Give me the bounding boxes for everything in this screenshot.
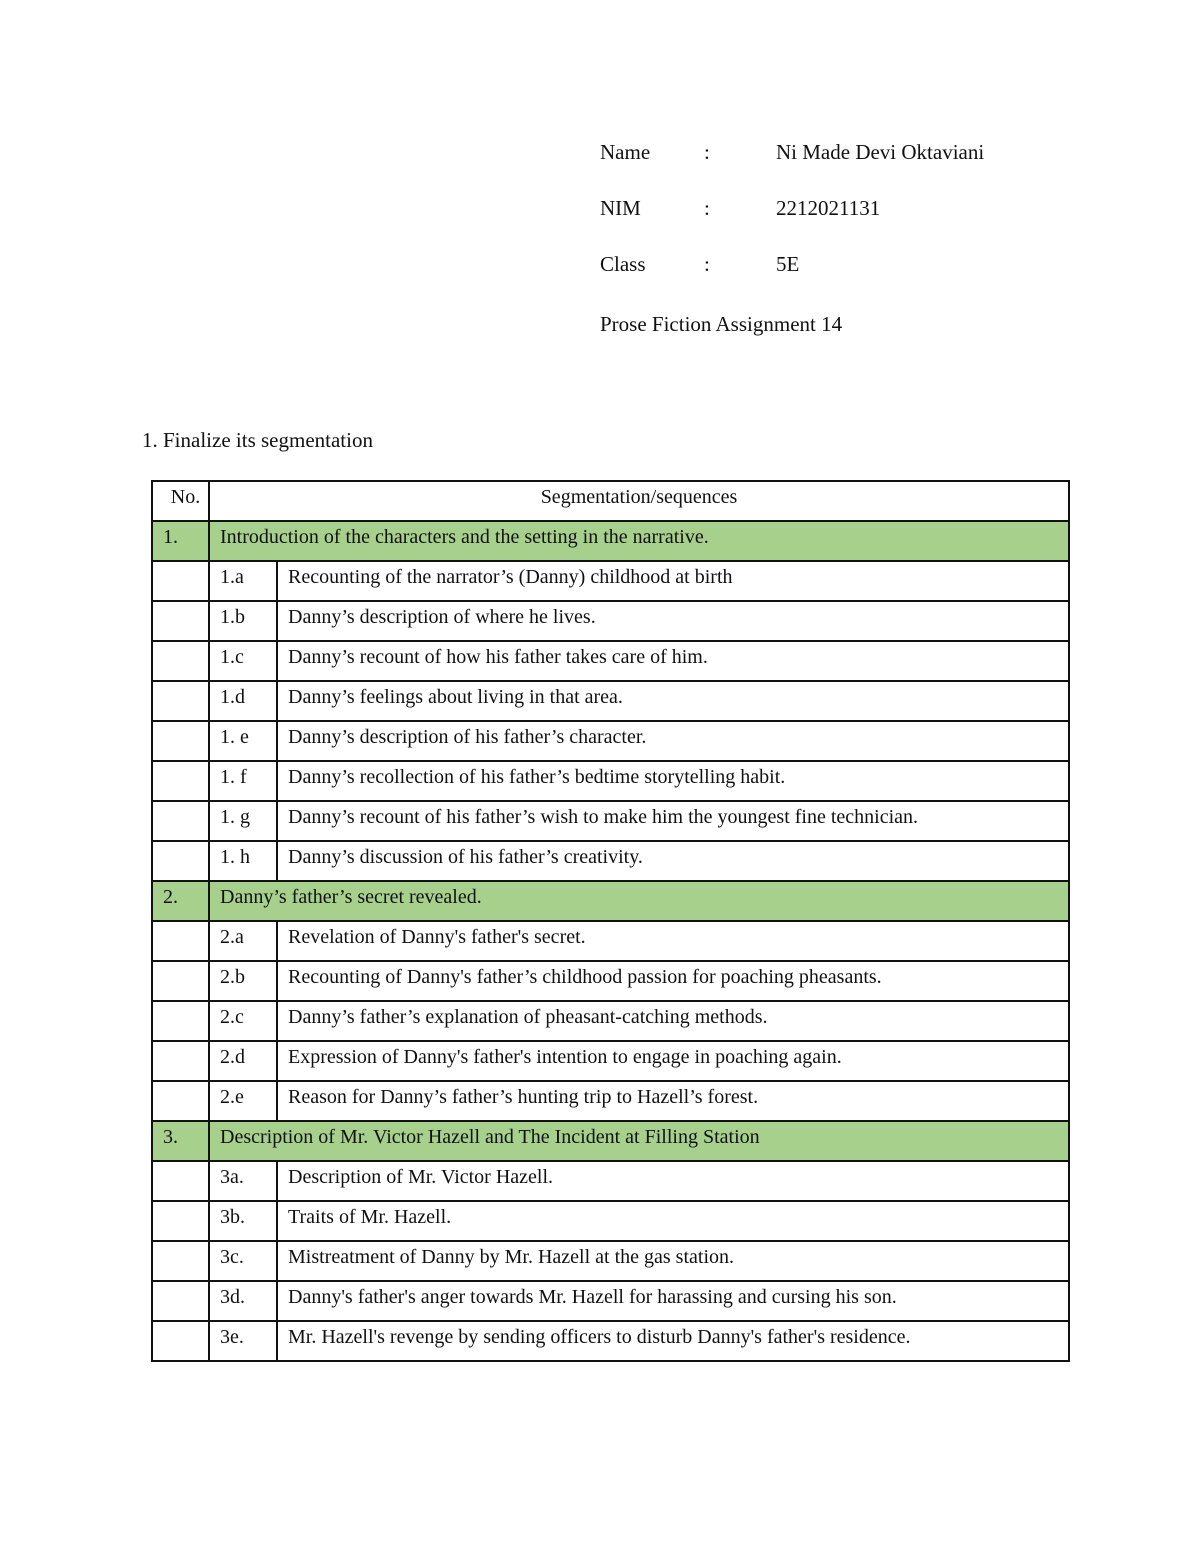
nim-colon: :	[704, 196, 710, 220]
class-colon: :	[704, 252, 710, 276]
empty-no-cell	[152, 641, 209, 681]
table-row	[152, 601, 1069, 641]
item-text: Description of Mr. Victor Hazell.	[277, 1161, 1069, 1201]
empty-no-cell	[152, 1201, 209, 1241]
section-heading: 1. Finalize its segmentation	[142, 428, 373, 452]
item-id: 3e.	[209, 1321, 277, 1361]
table-row	[152, 921, 1069, 961]
name-label: Name	[600, 140, 651, 164]
name-colon: :	[704, 140, 710, 164]
item-id: 3d.	[209, 1281, 277, 1321]
item-id: 2.a	[209, 921, 277, 961]
table-row	[152, 1081, 1069, 1121]
empty-no-cell	[152, 721, 209, 761]
item-text: Danny’s discussion of his father’s creativity.	[277, 841, 1069, 881]
empty-no-cell	[152, 921, 209, 961]
class-label: Class	[600, 252, 646, 276]
item-id: 3b.	[209, 1201, 277, 1241]
table-header-row	[152, 481, 1069, 521]
item-id: 1. e	[209, 721, 277, 761]
item-text: Danny’s description of his father’s character.	[277, 721, 1069, 761]
item-text: Danny's father's anger towards Mr. Hazell for harassing and cursing his son.	[277, 1281, 1069, 1321]
item-id: 3c.	[209, 1241, 277, 1281]
empty-no-cell	[152, 961, 209, 1001]
segmentation-table	[151, 480, 1070, 1362]
group-row	[152, 521, 1069, 561]
group-row	[152, 1121, 1069, 1161]
item-id: 1.b	[209, 601, 277, 641]
item-text: Mr. Hazell's revenge by sending officers to disturb Danny's father's residence.	[277, 1321, 1069, 1361]
group-row	[152, 881, 1069, 921]
item-text: Danny’s recollection of his father’s bedtime storytelling habit.	[277, 761, 1069, 801]
item-id: 2.c	[209, 1001, 277, 1041]
table-row	[152, 1321, 1069, 1361]
table-row	[152, 1241, 1069, 1281]
segmentation-table-body	[152, 481, 1069, 1361]
table-row	[152, 1041, 1069, 1081]
table-row	[152, 1281, 1069, 1321]
empty-no-cell	[152, 1041, 209, 1081]
item-text: Danny’s father’s explanation of pheasant-catching methods.	[277, 1001, 1069, 1041]
name-value: Ni Made Devi Oktaviani	[776, 140, 985, 164]
group-title: Danny’s father’s secret revealed.	[209, 881, 1069, 921]
table-row	[152, 561, 1069, 601]
item-text: Revelation of Danny's father's secret.	[277, 921, 1069, 961]
item-text: Danny’s feelings about living in that area.	[277, 681, 1069, 721]
item-text: Reason for Danny’s father’s hunting trip to Hazell’s forest.	[277, 1081, 1069, 1121]
empty-no-cell	[152, 681, 209, 721]
item-id: 1. g	[209, 801, 277, 841]
empty-no-cell	[152, 1241, 209, 1281]
table-row	[152, 1161, 1069, 1201]
table-row	[152, 721, 1069, 761]
nim-value: 2212021131	[776, 196, 881, 220]
item-id: 1. h	[209, 841, 277, 881]
table-row	[152, 641, 1069, 681]
empty-no-cell	[152, 1321, 209, 1361]
item-text: Traits of Mr. Hazell.	[277, 1201, 1069, 1241]
col-no-header: No.	[152, 481, 209, 521]
table-row	[152, 761, 1069, 801]
item-text: Recounting of Danny's father’s childhood passion for poaching pheasants.	[277, 961, 1069, 1001]
group-title: Description of Mr. Victor Hazell and The Incident at Filling Station	[209, 1121, 1069, 1161]
item-id: 1.d	[209, 681, 277, 721]
col-segmentation-header: Segmentation/sequences	[209, 481, 1069, 521]
item-text: Recounting of the narrator’s (Danny) childhood at birth	[277, 561, 1069, 601]
table-row	[152, 1201, 1069, 1241]
group-number: 1.	[152, 521, 209, 561]
empty-no-cell	[152, 1281, 209, 1321]
empty-no-cell	[152, 841, 209, 881]
item-text: Danny’s recount of his father’s wish to make him the youngest fine technician.	[277, 801, 1069, 841]
class-value: 5E	[776, 252, 800, 276]
item-text: Expression of Danny's father's intention to engage in poaching again.	[277, 1041, 1069, 1081]
item-text: Danny’s description of where he lives.	[277, 601, 1069, 641]
item-id: 1. f	[209, 761, 277, 801]
group-title: Introduction of the characters and the setting in the narrative.	[209, 521, 1069, 561]
group-number: 2.	[152, 881, 209, 921]
item-id: 2.b	[209, 961, 277, 1001]
nim-label: NIM	[600, 196, 641, 220]
item-id: 2.d	[209, 1041, 277, 1081]
empty-no-cell	[152, 1081, 209, 1121]
empty-no-cell	[152, 1161, 209, 1201]
table-row	[152, 681, 1069, 721]
empty-no-cell	[152, 761, 209, 801]
item-id: 2.e	[209, 1081, 277, 1121]
table-row	[152, 841, 1069, 881]
item-id: 1.c	[209, 641, 277, 681]
group-number: 3.	[152, 1121, 209, 1161]
item-id: 3a.	[209, 1161, 277, 1201]
table-row	[152, 961, 1069, 1001]
item-text: Mistreatment of Danny by Mr. Hazell at the gas station.	[277, 1241, 1069, 1281]
empty-no-cell	[152, 801, 209, 841]
table-row	[152, 1001, 1069, 1041]
empty-no-cell	[152, 601, 209, 641]
assignment-title: Prose Fiction Assignment 14	[600, 312, 843, 336]
table-row	[152, 801, 1069, 841]
empty-no-cell	[152, 561, 209, 601]
item-text: Danny’s recount of how his father takes care of him.	[277, 641, 1069, 681]
item-id: 1.a	[209, 561, 277, 601]
empty-no-cell	[152, 1001, 209, 1041]
